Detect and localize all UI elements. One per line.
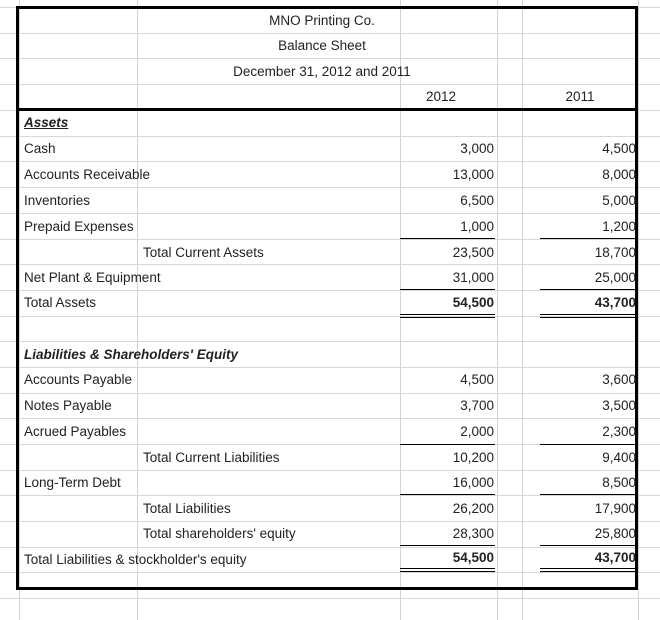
double-underline [540,568,636,569]
company-name: MNO Printing Co. [269,13,375,28]
value-2011: 25,800 [594,526,636,541]
value-2012: 2,000 [460,424,494,439]
row-label: Long-Term Debt [24,475,121,490]
value-2011: 43,700 [594,295,636,310]
value-2012: 10,200 [452,450,494,465]
row-label: Total Liabilities [143,501,231,516]
value-2011: 9,400 [602,450,636,465]
value-2012: 3,000 [460,141,494,156]
value-2012: 1,000 [460,219,494,234]
value-2011: 2,300 [602,424,636,439]
value-2011: 5,000 [602,193,636,208]
value-2011: 1,200 [602,219,636,234]
row-label: Notes Payable [24,398,112,413]
value-2011: 4,500 [602,141,636,156]
double-underline [400,568,495,569]
value-2012: 16,000 [452,475,494,490]
value-2012: 13,000 [452,167,494,182]
assets-heading: Assets [24,115,69,130]
double-underline [540,317,636,318]
column-header-2011: 2011 [565,89,595,104]
row-label: Total shareholders' equity [143,526,296,541]
value-2011: 3,500 [602,398,636,413]
value-2012: 6,500 [460,193,494,208]
double-underline [400,317,495,318]
subtotal-rule [400,494,495,495]
row-label: Accounts Payable [24,372,133,387]
subtotal-rule [540,238,636,239]
subtotal-rule [400,238,495,239]
value-2012: 28,300 [452,526,494,541]
row-label: Net Plant & Equipment [24,270,161,285]
subtotal-rule [540,494,636,495]
value-2012: 26,200 [452,501,494,516]
value-2011: 17,900 [594,501,636,516]
statement-title: Balance Sheet [278,38,366,53]
column-header-2012: 2012 [425,89,457,104]
row-label: Total Current Liabilities [143,450,280,465]
value-2012: 54,500 [452,295,494,310]
value-2011: 3,600 [602,372,636,387]
row-label: Prepaid Expenses [24,219,134,234]
double-underline [400,314,495,315]
value-2012: 54,500 [452,550,494,565]
value-2011: 8,000 [602,167,636,182]
value-2011: 8,500 [602,475,636,490]
row-label: Total Liabilities & stockholder's equity [24,552,247,567]
row-label: Inventories [24,193,91,208]
value-2012: 31,000 [452,270,494,285]
value-2012: 4,500 [460,372,494,387]
value-2011: 43,700 [594,550,636,565]
row-label: Cash [24,141,56,156]
row-label: Total Current Assets [143,245,264,260]
double-underline [400,571,495,572]
statement-period: December 31, 2012 and 2011 [233,64,411,79]
liabilities-heading: Liabilities & Shareholders' Equity [24,347,239,362]
value-2012: 3,700 [460,398,494,413]
row-label: Total Assets [24,295,97,310]
row-label: Accounts Receivable [24,167,151,182]
row-label: Acrued Payables [24,424,127,439]
double-underline [540,571,636,572]
double-underline [540,314,636,315]
value-2011: 18,700 [594,245,636,260]
value-2012: 23,500 [452,245,494,260]
value-2011: 25,000 [594,270,636,285]
